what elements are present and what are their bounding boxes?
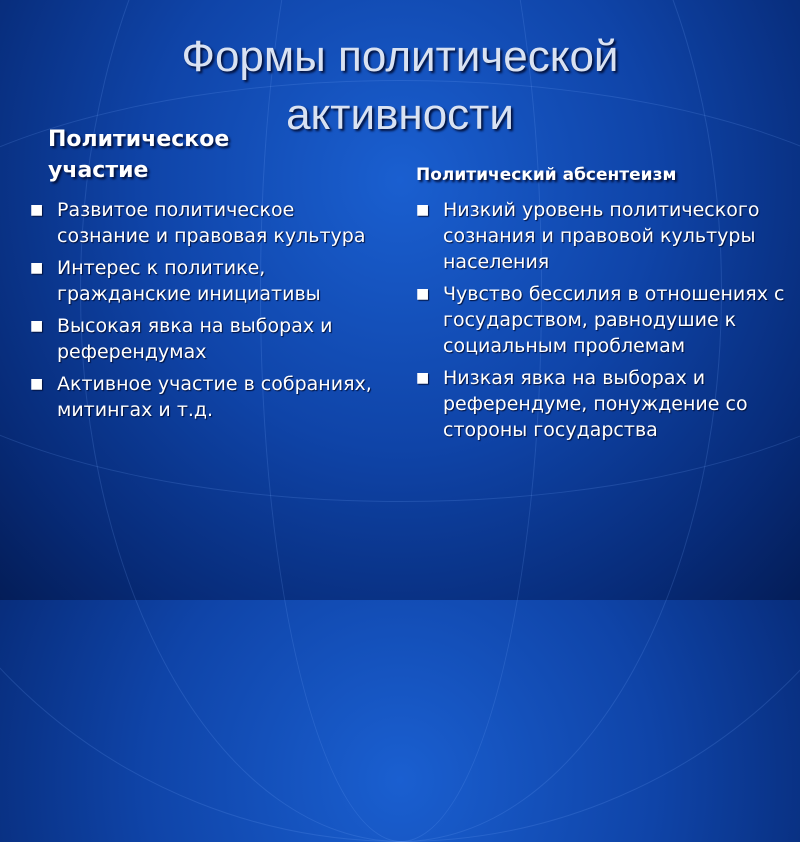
list-item <box>30 197 390 249</box>
list-item <box>416 197 786 275</box>
list-item <box>30 371 390 423</box>
list-item <box>30 255 390 307</box>
list-item-text: Развитое политическое сознание и правовая культура <box>57 199 366 247</box>
list-item <box>30 313 390 365</box>
list-item-text: Высокая явка на выборах и референдумах <box>57 315 333 363</box>
left-column-heading <box>48 124 288 186</box>
square-bullet-icon: ■ <box>30 260 44 276</box>
list-item-text: Активное участие в собраниях, митингах и т.д. <box>57 373 372 421</box>
square-bullet-icon: ■ <box>30 202 44 218</box>
list-item-text: Интерес к политике, гражданские инициативы <box>57 257 321 305</box>
list-item-text: Низкая явка на выборах и референдуме, понуждение со стороны государства <box>443 367 748 441</box>
left-heading-line2: участие <box>48 158 149 183</box>
slide-title-line2: активности <box>286 90 514 139</box>
list-item-text: Низкий уровень политического сознания и правовой культуры населения <box>443 199 760 273</box>
square-bullet-icon: ■ <box>416 286 430 302</box>
left-heading-line1: Политическое <box>48 127 230 152</box>
right-column-heading: Политический абсентеизм <box>416 165 677 185</box>
square-bullet-icon: ■ <box>416 370 430 386</box>
left-bullet-list <box>30 197 390 429</box>
square-bullet-icon: ■ <box>30 376 44 392</box>
list-item-text: Чувство бессилия в отношениях с государством, равнодушие к социальным проблемам <box>443 283 785 357</box>
slide-title-line1: Формы политической <box>181 32 619 81</box>
list-item <box>416 365 786 443</box>
square-bullet-icon: ■ <box>30 318 44 334</box>
square-bullet-icon: ■ <box>416 202 430 218</box>
list-item <box>416 281 786 359</box>
right-bullet-list <box>416 197 786 449</box>
